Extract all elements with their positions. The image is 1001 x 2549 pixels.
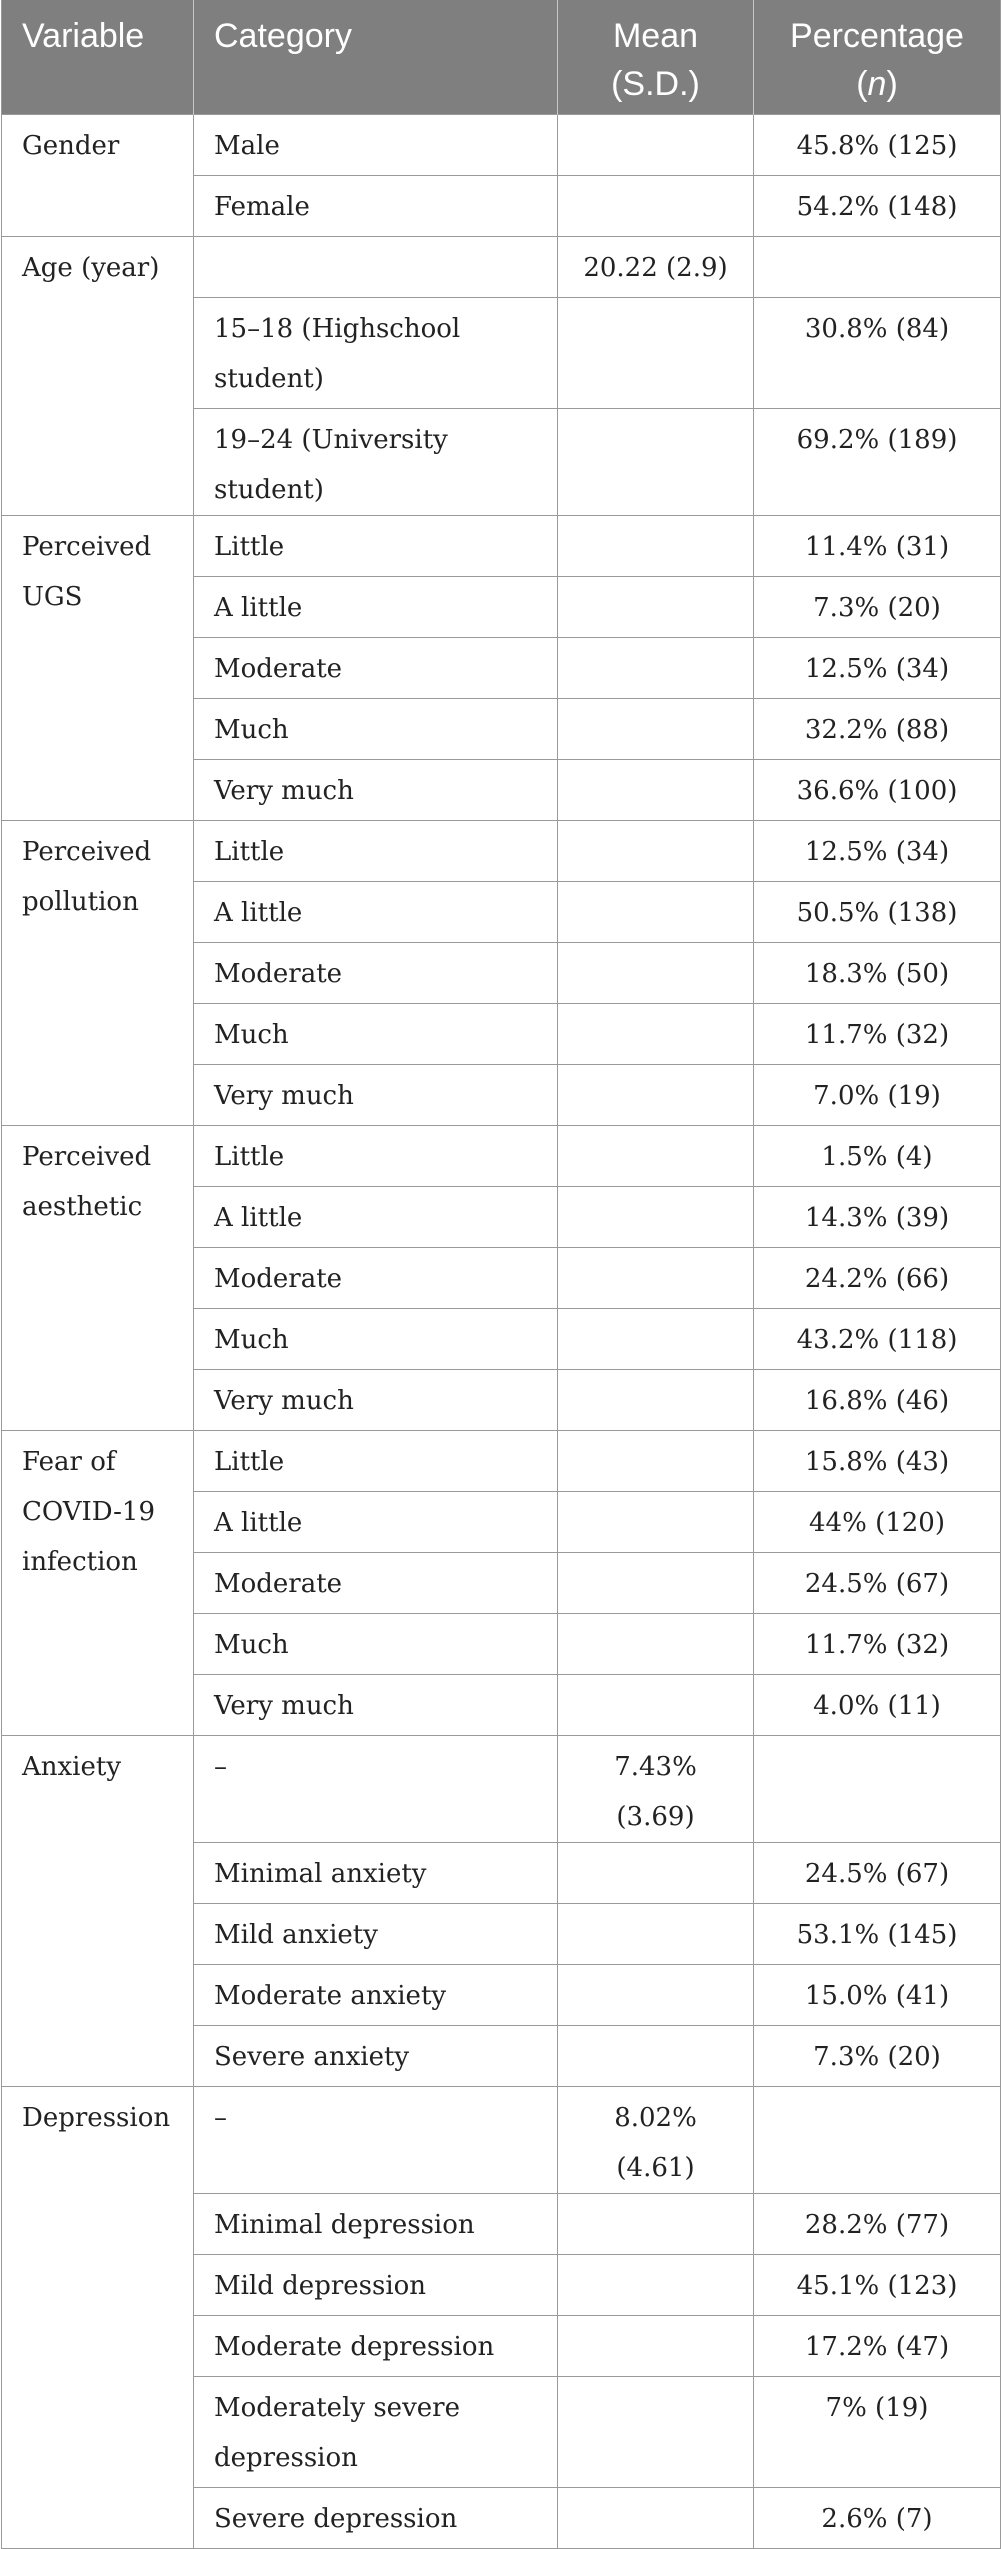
category-cell: –	[194, 1735, 558, 1842]
category-cell: A little	[194, 1491, 558, 1552]
percentage-cell: 53.1% (145)	[754, 1903, 1001, 1964]
percentage-cell: 15.0% (41)	[754, 1964, 1001, 2025]
category-cell: Little	[194, 515, 558, 576]
mean-cell	[558, 175, 754, 236]
header-percentage-paren-close: )	[886, 65, 898, 103]
mean-cell	[558, 1964, 754, 2025]
percentage-cell: 7% (19)	[754, 2376, 1001, 2487]
percentage-cell: 7.0% (19)	[754, 1064, 1001, 1125]
variable-cell: Gender	[2, 114, 194, 236]
header-percentage-n: n	[867, 65, 887, 103]
percentage-cell: 11.7% (32)	[754, 1613, 1001, 1674]
mean-cell	[558, 2193, 754, 2254]
table-row	[2, 114, 1001, 175]
header-mean	[558, 0, 754, 114]
mean-cell	[558, 1903, 754, 1964]
percentage-cell	[754, 1735, 1001, 1842]
percentage-cell: 43.2% (118)	[754, 1308, 1001, 1369]
category-cell: Little	[194, 820, 558, 881]
percentage-cell: 4.0% (11)	[754, 1674, 1001, 1735]
category-cell: Moderate	[194, 1552, 558, 1613]
mean-cell	[558, 881, 754, 942]
mean-cell	[558, 2376, 754, 2487]
percentage-cell: 18.3% (50)	[754, 942, 1001, 1003]
mean-cell	[558, 408, 754, 515]
table-row	[2, 1125, 1001, 1186]
header-row	[2, 0, 1001, 114]
category-cell: Little	[194, 1430, 558, 1491]
mean-cell	[558, 1842, 754, 1903]
category-cell: Minimal depression	[194, 2193, 558, 2254]
percentage-cell: 12.5% (34)	[754, 637, 1001, 698]
variable-cell: Fear of COVID-19 infection	[2, 1430, 194, 1735]
percentage-cell: 45.8% (125)	[754, 114, 1001, 175]
header-mean-sd: (S.D.)	[611, 65, 700, 103]
mean-cell	[558, 2315, 754, 2376]
category-cell: A little	[194, 1186, 558, 1247]
category-cell: Little	[194, 1125, 558, 1186]
header-mean-label: Mean	[612, 17, 699, 55]
percentage-cell: 50.5% (138)	[754, 881, 1001, 942]
mean-cell	[558, 515, 754, 576]
mean-cell	[558, 1125, 754, 1186]
percentage-cell: 16.8% (46)	[754, 1369, 1001, 1430]
percentage-cell: 69.2% (189)	[754, 408, 1001, 515]
mean-cell	[558, 1003, 754, 1064]
percentage-cell: 17.2% (47)	[754, 2315, 1001, 2376]
category-cell: Very much	[194, 1369, 558, 1430]
variable-cell: Anxiety	[2, 1735, 194, 2086]
percentage-cell: 11.7% (32)	[754, 1003, 1001, 1064]
header-percentage	[754, 0, 1001, 114]
mean-cell	[558, 1491, 754, 1552]
variable-cell: Perceived UGS	[2, 515, 194, 820]
category-cell: Female	[194, 175, 558, 236]
percentage-cell: 36.6% (100)	[754, 759, 1001, 820]
percentage-cell: 12.5% (34)	[754, 820, 1001, 881]
percentage-cell: 7.3% (20)	[754, 2025, 1001, 2086]
table-row	[2, 515, 1001, 576]
category-cell: Severe depression	[194, 2487, 558, 2548]
mean-cell	[558, 2487, 754, 2548]
mean-cell	[558, 1186, 754, 1247]
category-cell: Severe anxiety	[194, 2025, 558, 2086]
mean-cell	[558, 1674, 754, 1735]
table-row	[2, 236, 1001, 297]
variable-cell: Perceived pollution	[2, 820, 194, 1125]
mean-cell	[558, 1369, 754, 1430]
mean-cell	[558, 1064, 754, 1125]
category-cell: Moderate depression	[194, 2315, 558, 2376]
category-cell: A little	[194, 576, 558, 637]
mean-cell	[558, 1552, 754, 1613]
category-cell: Very much	[194, 1064, 558, 1125]
category-cell: Moderately severe depression	[194, 2376, 558, 2487]
category-cell: Moderate	[194, 1247, 558, 1308]
percentage-cell: 24.2% (66)	[754, 1247, 1001, 1308]
category-cell: –	[194, 2086, 558, 2193]
mean-cell	[558, 1308, 754, 1369]
header-percentage-label: Percentage	[790, 17, 964, 55]
category-cell: 15–18 (Highschool student)	[194, 297, 558, 408]
header-variable: Variable	[2, 0, 194, 114]
percentage-cell: 28.2% (77)	[754, 2193, 1001, 2254]
category-cell: Very much	[194, 1674, 558, 1735]
percentage-cell: 54.2% (148)	[754, 175, 1001, 236]
mean-cell	[558, 820, 754, 881]
percentage-cell: 15.8% (43)	[754, 1430, 1001, 1491]
mean-cell	[558, 2254, 754, 2315]
percentage-cell: 14.3% (39)	[754, 1186, 1001, 1247]
variable-cell: Depression	[2, 2086, 194, 2548]
category-cell: Male	[194, 114, 558, 175]
mean-cell: 20.22 (2.9)	[558, 236, 754, 297]
category-cell: Much	[194, 698, 558, 759]
table-header	[2, 0, 1001, 114]
mean-cell	[558, 576, 754, 637]
header-percentage-paren-open: (	[856, 65, 868, 103]
category-cell: Moderate anxiety	[194, 1964, 558, 2025]
category-cell: Much	[194, 1613, 558, 1674]
descriptive-statistics-table	[1, 0, 1001, 2549]
mean-cell	[558, 759, 754, 820]
mean-cell	[558, 2025, 754, 2086]
mean-cell	[558, 1430, 754, 1491]
category-cell: Much	[194, 1308, 558, 1369]
percentage-cell	[754, 2086, 1001, 2193]
table-row	[2, 2086, 1001, 2193]
variable-cell: Perceived aesthetic	[2, 1125, 194, 1430]
percentage-cell: 2.6% (7)	[754, 2487, 1001, 2548]
percentage-cell: 24.5% (67)	[754, 1552, 1001, 1613]
mean-cell: 8.02% (4.61)	[558, 2086, 754, 2193]
category-cell: Moderate	[194, 637, 558, 698]
header-category: Category	[194, 0, 558, 114]
category-cell	[194, 236, 558, 297]
category-cell: Much	[194, 1003, 558, 1064]
mean-cell	[558, 1613, 754, 1674]
mean-cell	[558, 114, 754, 175]
category-cell: Mild anxiety	[194, 1903, 558, 1964]
mean-cell	[558, 942, 754, 1003]
variable-cell: Age (year)	[2, 236, 194, 515]
category-cell: Mild depression	[194, 2254, 558, 2315]
mean-cell	[558, 698, 754, 759]
table-body	[2, 114, 1001, 2548]
mean-cell	[558, 1247, 754, 1308]
mean-cell: 7.43% (3.69)	[558, 1735, 754, 1842]
percentage-cell: 32.2% (88)	[754, 698, 1001, 759]
category-cell: A little	[194, 881, 558, 942]
mean-cell	[558, 637, 754, 698]
percentage-cell: 11.4% (31)	[754, 515, 1001, 576]
percentage-cell: 24.5% (67)	[754, 1842, 1001, 1903]
percentage-cell: 45.1% (123)	[754, 2254, 1001, 2315]
table-row	[2, 1430, 1001, 1491]
table-row	[2, 820, 1001, 881]
category-cell: Minimal anxiety	[194, 1842, 558, 1903]
percentage-cell: 30.8% (84)	[754, 297, 1001, 408]
percentage-cell: 1.5% (4)	[754, 1125, 1001, 1186]
percentage-cell: 7.3% (20)	[754, 576, 1001, 637]
category-cell: 19–24 (University student)	[194, 408, 558, 515]
mean-cell	[558, 297, 754, 408]
category-cell: Moderate	[194, 942, 558, 1003]
category-cell: Very much	[194, 759, 558, 820]
percentage-cell: 44% (120)	[754, 1491, 1001, 1552]
percentage-cell	[754, 236, 1001, 297]
table-row	[2, 1735, 1001, 1842]
